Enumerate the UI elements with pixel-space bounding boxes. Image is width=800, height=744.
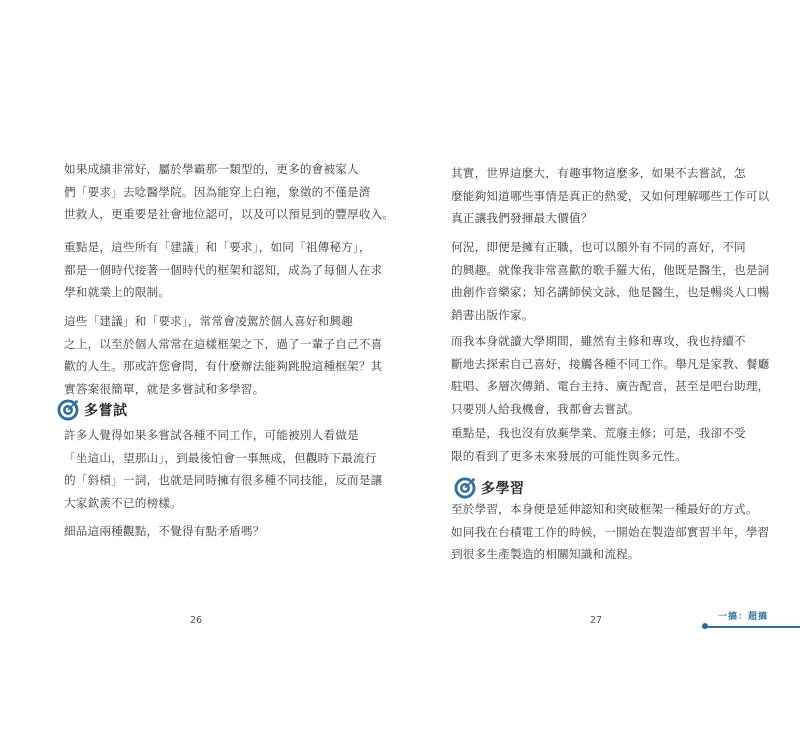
text-line: 「坐這山，望那山」，到最後怕會一事無成，但觀時下最流行	[64, 450, 377, 465]
section-heading-try	[56, 398, 128, 422]
text-line: 的「斜槓」一詞，也就是同時擁有很多種不同技能，反而是讓	[64, 473, 383, 487]
text-line: 只要別人給我機會，我都會去嘗試。	[451, 401, 640, 416]
text-line: 曲創作音樂家；知名講師侯文詠，他是醫生，也是暢炎人口暢	[451, 285, 770, 299]
chapter-tab-label: 一搞：超搞	[718, 612, 769, 622]
text-line: 實答案很簡單，就是多嘗試和多學習。	[64, 381, 265, 396]
text-line: 何況，即便是擁有正職，也可以額外有不同的喜好，不同	[451, 240, 746, 254]
text-line: 之上，以至於個人常常在這樣框架之下，過了一輩子自己不喜	[64, 336, 383, 351]
text-line: 而我本身就讀大學期間，雖然有主修和專攻，我也持續不	[451, 334, 746, 348]
text-line: 至於學習，本身便是延伸認知和突破框架一種最好的方式。	[451, 502, 758, 516]
text-line: 其實，世界這麼大，有趣事物這麼多，如果不去嘗試，怎	[451, 166, 746, 180]
left-paragraph-2	[64, 236, 382, 304]
left-paragraph-1	[64, 158, 394, 226]
page-number-right: 27	[590, 615, 603, 626]
text-line: 重點是，我也沒有放棄學業、荒廢主修；可是，我卻不受	[451, 426, 746, 440]
right-paragraph-4	[451, 422, 746, 467]
text-line: 這些「建議」和「要求」，常常會凌駕於個人喜好和興趣	[64, 314, 354, 328]
text-line: 細品這兩種觀點，不覺得有點矛盾嗎？	[64, 524, 265, 538]
target-icon	[56, 398, 80, 422]
text-line: 真正讓我們發揮最大價值？	[451, 211, 593, 225]
text-line: 駐唱、多層次傳銷、電台主持、廣告配音，甚至是吧台助理，	[451, 379, 770, 393]
text-line: 麼能夠知道哪些事情是真正的熱愛，又如何理解哪些工作可以	[451, 188, 770, 203]
chapter-tab	[702, 608, 800, 626]
left-paragraph-4	[64, 424, 382, 514]
right-paragraph-5	[451, 498, 769, 566]
text-line: 大家欽羨不已的榜樣。	[64, 495, 182, 510]
section-heading-label: 多學習	[481, 481, 525, 497]
text-line: 許多人覺得如果多嘗試各種不同工作，可能被別人看做是	[64, 428, 359, 442]
chapter-tab-rule	[702, 626, 800, 628]
left-paragraph-3	[64, 310, 382, 400]
target-icon	[453, 476, 477, 500]
text-line: 銷書出版作家。	[451, 307, 534, 322]
text-line: 如果成績非常好，屬於學霸那一類型的，更多的會被家人	[64, 162, 359, 176]
text-line: 斷地去探索自己喜好，接觸各種不同工作。舉凡是家教、餐廳	[451, 356, 770, 371]
text-line: 的興趣。就像我非常喜歡的歌手羅大佑，他既是醫生，也是詞	[451, 262, 770, 277]
text-line: 到很多生產製造的相關知識和流程。	[451, 547, 640, 561]
text-line: 都是一個時代接著一個時代的框架和認知，成為了每個人在求	[64, 262, 383, 277]
left-paragraph-5	[64, 520, 265, 543]
right-paragraph-2	[451, 236, 769, 326]
text-line: 如同我在台積電工作的時候，一開始在製造部實習半年，學習	[451, 524, 770, 539]
section-heading-label: 多嘗試	[84, 403, 128, 419]
text-line: 學和就業上的限制。	[64, 285, 171, 299]
section-heading-learn	[453, 476, 525, 500]
text-line: 限的看到了更多未來發展的可能性與多元性。	[451, 448, 687, 463]
text-line: 重點是，這些所有「建議」和「要求」，如同「祖傳秘方」，	[64, 240, 371, 254]
text-line: 世救人，更重要是社會地位認可，以及可以預見到的豐厚收入。	[64, 207, 395, 221]
right-page	[400, 0, 800, 744]
text-line: 們「要求」去唸醫學院。因為能穿上白袍，象徵的不僅是濟	[64, 184, 371, 199]
page-number-left: 26	[190, 615, 203, 626]
text-line: 歡的人生。那或許您會問，有什麼辦法能夠跳脫這種框架？其	[64, 359, 383, 373]
right-paragraph-3	[451, 330, 769, 420]
right-paragraph-1	[451, 162, 769, 230]
